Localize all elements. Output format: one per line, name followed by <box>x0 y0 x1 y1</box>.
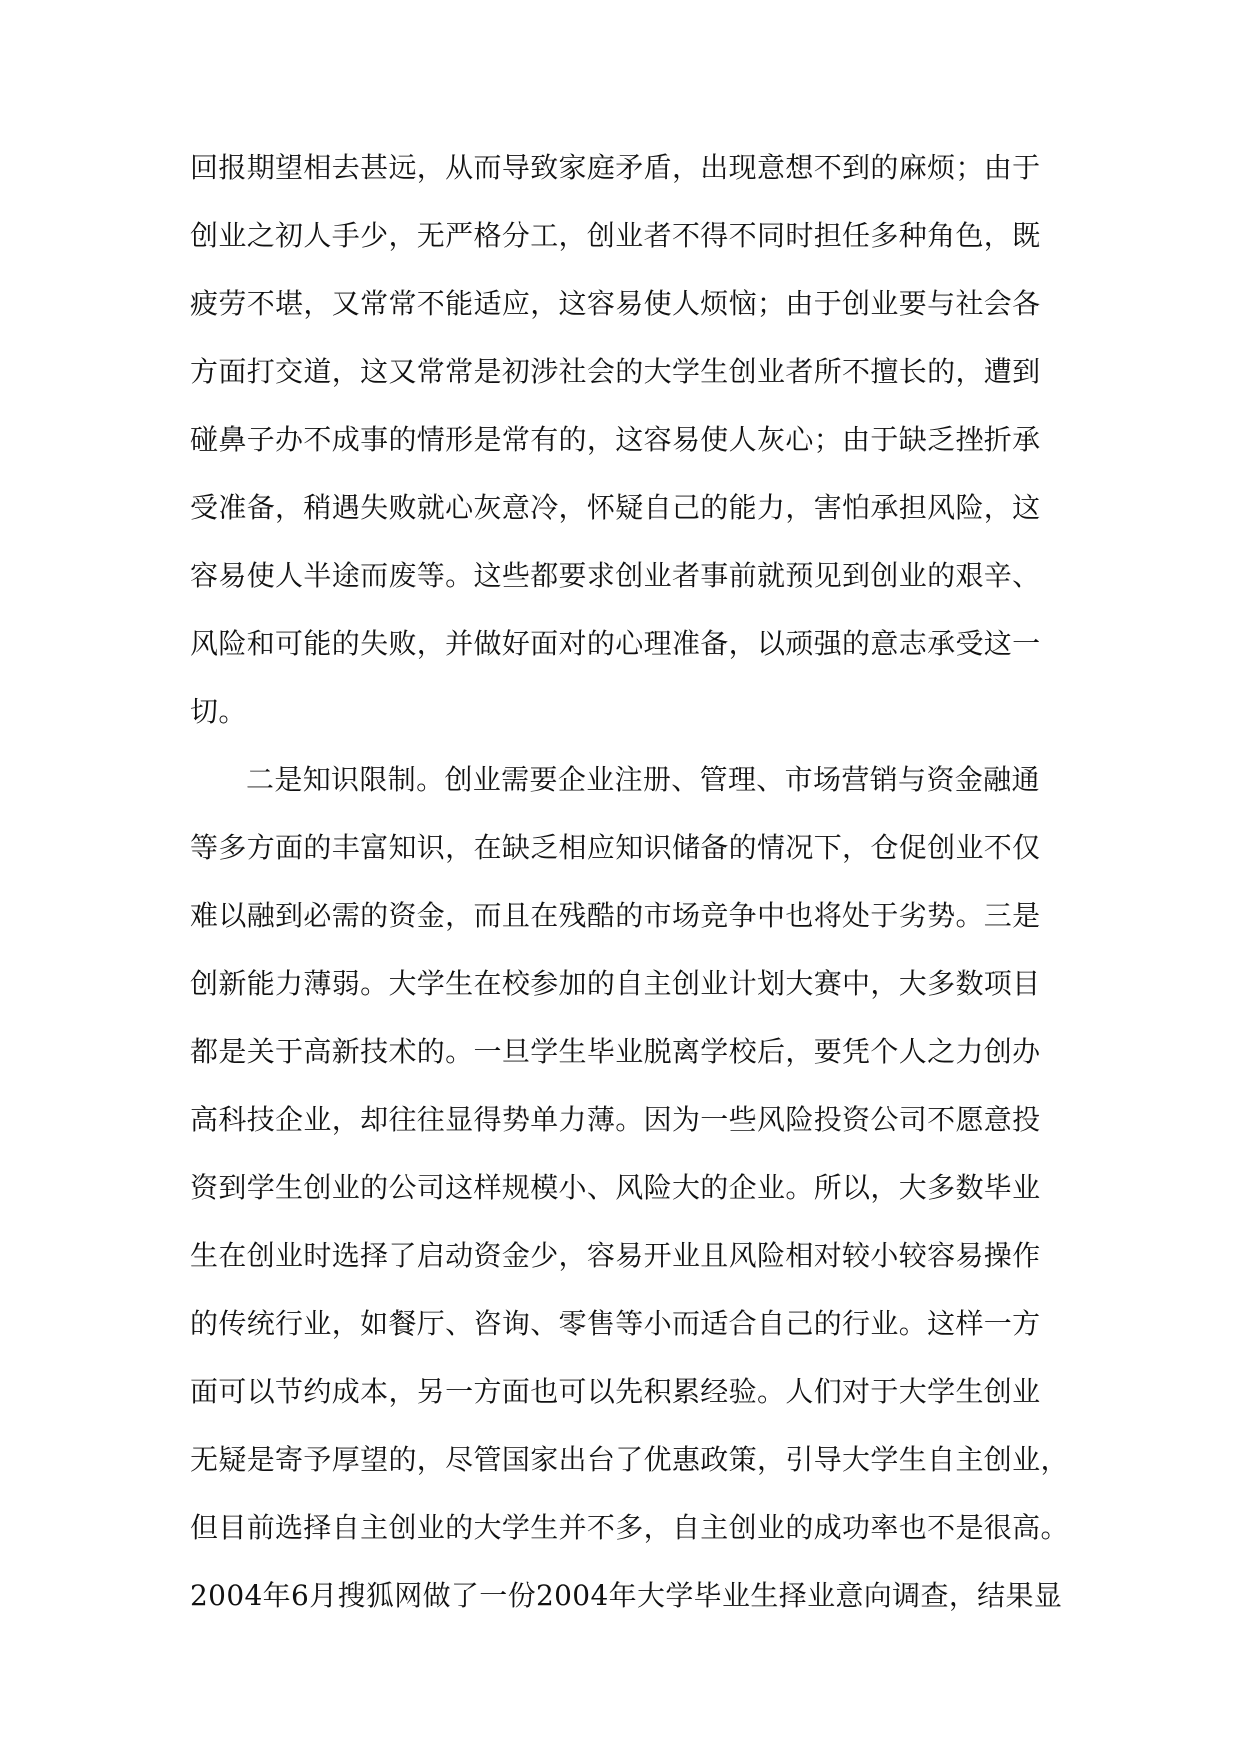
text-line: 等多方面的丰富知识，在缺乏相应知识储备的情况下，仓促创业不仅 <box>190 831 1041 864</box>
text-line: 容易使人半途而废等。这些都要求创业者事前就预见到创业的艰辛、 <box>190 559 1041 592</box>
text-line: 都是关于高新技术的。一旦学生毕业脱离学校后，要凭个人之力创办 <box>190 1035 1041 1068</box>
text-line: 方面打交道，这又常常是初涉社会的大学生创业者所不擅长的，遭到 <box>190 355 1041 388</box>
text-line: 风险和可能的失败，并做好面对的心理准备，以顽强的意志承受这一 <box>190 627 1041 660</box>
text-line: 的传统行业，如餐厅、咨询、零售等小而适合自己的行业。这样一方 <box>190 1307 1041 1340</box>
text-line: 回报期望相去甚远，从而导致家庭矛盾，出现意想不到的麻烦；由于 <box>190 151 1041 184</box>
text-line: 难以融到必需的资金，而且在残酷的市场竞争中也将处于劣势。三是 <box>190 899 1041 932</box>
text-line: 生在创业时选择了启动资金少，容易开业且风险相对较小较容易操作 <box>190 1239 1041 1272</box>
text-line: 碰鼻子办不成事的情形是常有的，这容易使人灰心；由于缺乏挫折承 <box>190 423 1041 456</box>
text-line: 高科技企业，却往往显得势单力薄。因为一些风险投资公司不愿意投 <box>190 1103 1041 1136</box>
text-line: 切。 <box>190 695 247 728</box>
text-line: 面可以节约成本，另一方面也可以先积累经验。人们对于大学生创业 <box>190 1375 1041 1408</box>
text-line: 2004年6月搜狐网做了一份2004年大学毕业生择业意向调查，结果显 <box>190 1579 1063 1612</box>
text-line: 疲劳不堪，又常常不能适应，这容易使人烦恼；由于创业要与社会各 <box>190 287 1041 320</box>
text-line: 无疑是寄予厚望的，尽管国家出台了优惠政策，引导大学生自主创业， <box>190 1443 1069 1476</box>
text-line: 但目前选择自主创业的大学生并不多，自主创业的成功率也不是很高。 <box>190 1511 1069 1544</box>
text-line: 创新能力薄弱。大学生在校参加的自主创业计划大赛中，大多数项目 <box>190 967 1041 1000</box>
text-line: 受准备，稍遇失败就心灰意冷，怀疑自己的能力，害怕承担风险，这 <box>190 491 1041 524</box>
text-line: 资到学生创业的公司这样规模小、风险大的企业。所以，大多数毕业 <box>190 1171 1041 1204</box>
paragraph-first-line: 二是知识限制。创业需要企业注册、管理、市场营销与资金融通 <box>246 763 1040 796</box>
text-line: 创业之初人手少，无严格分工，创业者不得不同时担任多种角色，既 <box>190 219 1041 252</box>
